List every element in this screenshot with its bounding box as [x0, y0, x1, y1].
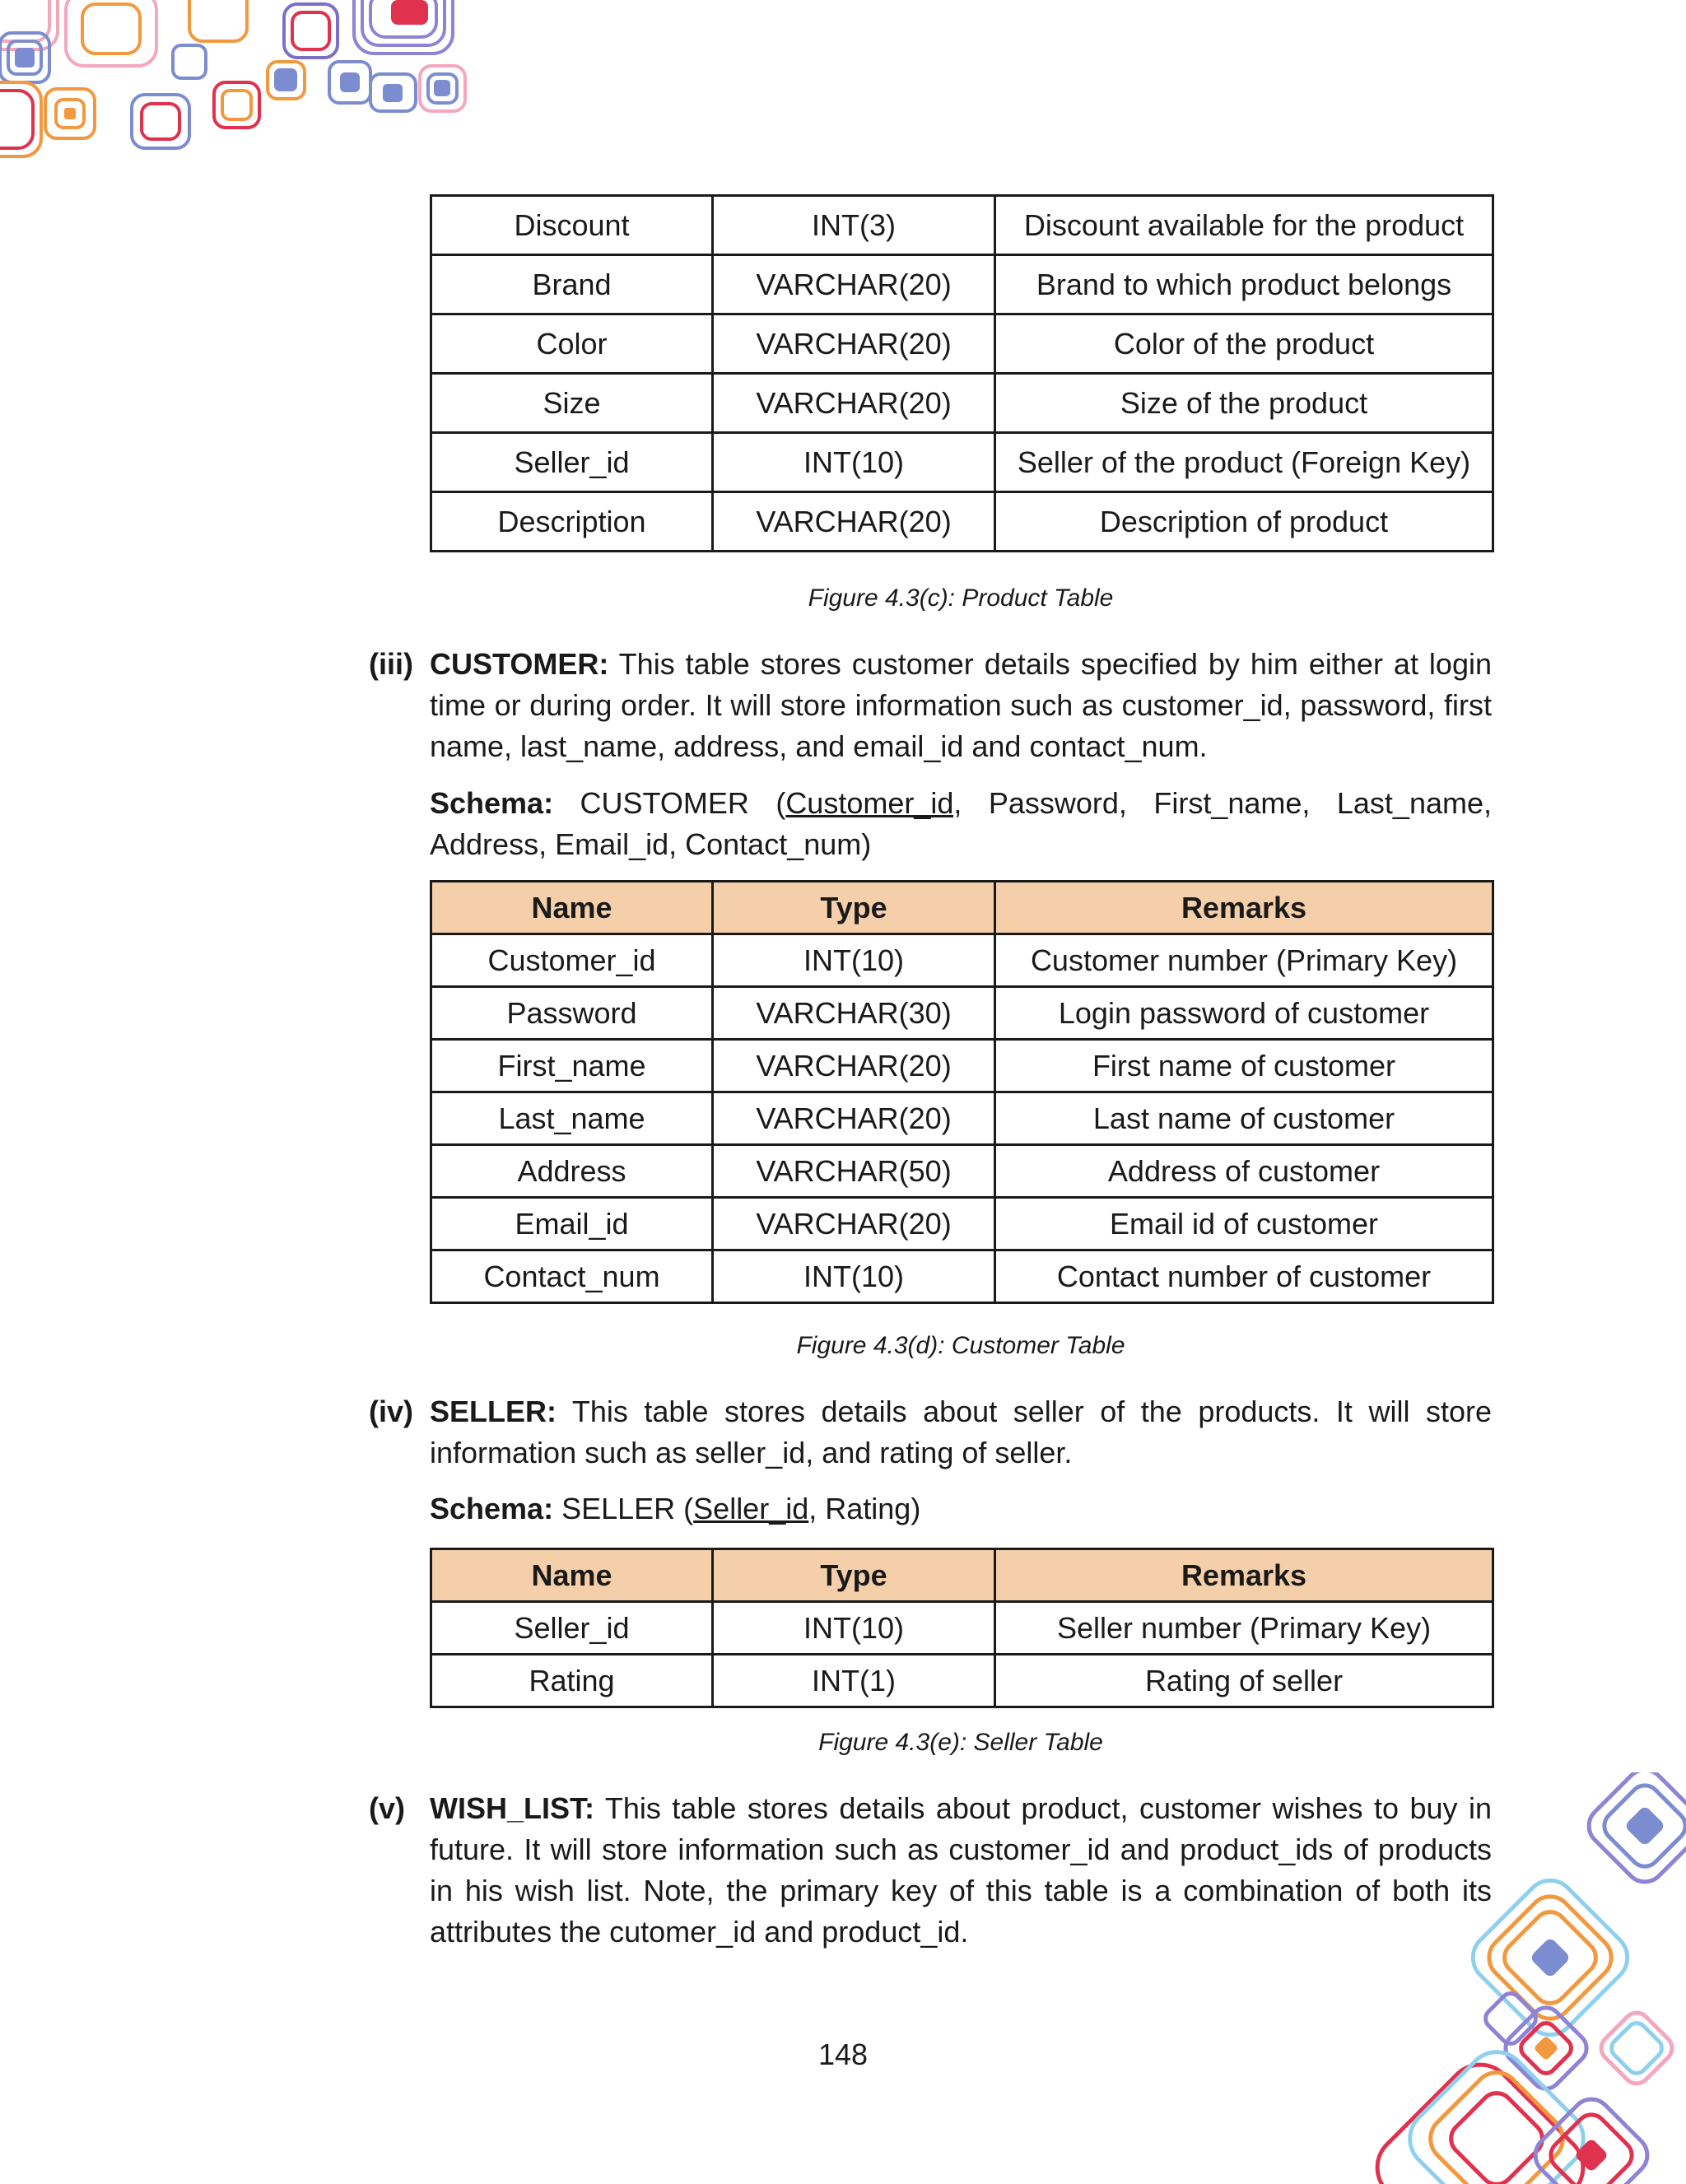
- decorative-squares-top-left: [0, 0, 494, 173]
- wishlist-section: [362, 1788, 1492, 1953]
- customer-table: [430, 880, 1494, 1304]
- table-row: [431, 374, 1493, 433]
- schema-prefix: CUSTOMER (: [553, 786, 786, 820]
- table-cell: Rating of seller: [995, 1655, 1493, 1707]
- table-cell: Rating: [431, 1655, 713, 1707]
- table-row: [431, 1040, 1493, 1092]
- table-row: [431, 433, 1493, 492]
- table-header-row: [431, 1549, 1493, 1602]
- table-cell: INT(10): [713, 934, 995, 987]
- figure-caption-customer: Figure 4.3(d): Customer Table: [796, 1332, 1125, 1359]
- column-header: Type: [713, 1549, 995, 1602]
- table-cell: VARCHAR(20): [713, 374, 995, 433]
- column-header: Remarks: [995, 882, 1493, 934]
- table-cell: Contact number of customer: [995, 1250, 1493, 1303]
- table-cell: Last name of customer: [995, 1092, 1493, 1145]
- section-text: This table stores details about product, customer wishes to buy in future. It will store information such as customer_id and product_ids of products in his wish list. Note, the primary key of this table is a combination of both its attributes the cutomer_id and product_id.: [430, 1791, 1492, 1949]
- schema-label: Schema:: [430, 786, 554, 820]
- table-row: [431, 934, 1493, 987]
- table-row: [431, 314, 1493, 374]
- section-heading: CUSTOMER:: [430, 647, 609, 681]
- section-heading: SELLER:: [430, 1395, 557, 1428]
- section-text: This table stores details about seller of the products. It will store information such as seller_id, and rating of seller.: [430, 1395, 1492, 1469]
- table-cell: Seller_id: [431, 1602, 713, 1655]
- figure-caption-product: Figure 4.3(c): Product Table: [808, 584, 1114, 612]
- table-cell: Color of the product: [995, 314, 1493, 374]
- section-label: (iii): [369, 647, 413, 681]
- column-header: Name: [431, 1549, 713, 1602]
- table-row: [431, 1602, 1493, 1655]
- table-row: [431, 987, 1493, 1040]
- table-cell: Customer_id: [431, 934, 713, 987]
- table-cell: VARCHAR(20): [713, 1040, 995, 1092]
- table-cell: Login password of customer: [995, 987, 1493, 1040]
- table-row: [431, 1655, 1493, 1707]
- seller-schema: [430, 1488, 1492, 1530]
- table-cell: INT(10): [713, 1602, 995, 1655]
- table-cell: First name of customer: [995, 1040, 1493, 1092]
- schema-attributes: , Rating): [808, 1492, 921, 1525]
- table-cell: VARCHAR(20): [713, 314, 995, 374]
- page-number: 148: [817, 2037, 869, 2071]
- table-cell: INT(1): [713, 1655, 995, 1707]
- table-cell: Customer number (Primary Key): [995, 934, 1493, 987]
- table-row: [431, 255, 1493, 314]
- column-header: Remarks: [995, 1549, 1493, 1602]
- table-cell: Discount: [431, 196, 713, 255]
- table-cell: Brand to which product belongs: [995, 255, 1493, 314]
- customer-schema: [430, 783, 1492, 865]
- schema-primary-key: Customer_id,: [785, 786, 962, 820]
- column-header: Type: [713, 882, 995, 934]
- figure-caption-seller: Figure 4.3(e): Seller Table: [818, 1729, 1103, 1756]
- table-cell: Address of customer: [995, 1145, 1493, 1198]
- table-cell: Description of product: [995, 492, 1493, 552]
- table-cell: Address: [431, 1145, 713, 1198]
- table-cell: Email id of customer: [995, 1198, 1493, 1250]
- table-header-row: [431, 882, 1493, 934]
- column-header: Name: [431, 882, 713, 934]
- seller-section: [362, 1391, 1492, 1474]
- schema-attributes: Password, First_name, Last_name, Address, Email_id, Contact_num): [430, 786, 1492, 861]
- table-cell: Contact_num: [431, 1250, 713, 1303]
- table-row: [431, 196, 1493, 255]
- table-cell: First_name: [431, 1040, 713, 1092]
- seller-table: [430, 1548, 1494, 1708]
- table-cell: INT(10): [713, 1250, 995, 1303]
- table-row: [431, 492, 1493, 552]
- table-row: [431, 1250, 1493, 1303]
- table-row: [431, 1198, 1493, 1250]
- table-cell: Size: [431, 374, 713, 433]
- table-row: [431, 1145, 1493, 1198]
- schema-primary-key: Seller_id: [693, 1492, 809, 1525]
- table-cell: Seller_id: [431, 433, 713, 492]
- table-cell: VARCHAR(20): [713, 492, 995, 552]
- table-cell: Brand: [431, 255, 713, 314]
- table-cell: Seller of the product (Foreign Key): [995, 433, 1493, 492]
- table-cell: VARCHAR(50): [713, 1145, 995, 1198]
- section-label: (v): [369, 1791, 405, 1825]
- product-table: [430, 194, 1494, 552]
- table-cell: Size of the product: [995, 374, 1493, 433]
- table-row: [431, 1092, 1493, 1145]
- table-cell: VARCHAR(20): [713, 1198, 995, 1250]
- section-heading: WISH_LIST:: [430, 1791, 595, 1825]
- table-cell: Description: [431, 492, 713, 552]
- table-cell: Password: [431, 987, 713, 1040]
- table-cell: VARCHAR(20): [713, 255, 995, 314]
- table-cell: Color: [431, 314, 713, 374]
- table-cell: VARCHAR(30): [713, 987, 995, 1040]
- section-label: (iv): [369, 1395, 413, 1428]
- table-cell: Discount available for the product: [995, 196, 1493, 255]
- table-cell: INT(3): [713, 196, 995, 255]
- schema-prefix: SELLER (: [553, 1492, 694, 1525]
- schema-label: Schema:: [430, 1492, 554, 1525]
- customer-section: [362, 644, 1492, 767]
- section-text: This table stores customer details specified by him either at login time or during order. It will store information such as customer_id, password, first name, last_name, address, and email_id and contact_num.: [430, 647, 1492, 763]
- table-cell: INT(10): [713, 433, 995, 492]
- table-cell: Seller number (Primary Key): [995, 1602, 1493, 1655]
- table-cell: Last_name: [431, 1092, 713, 1145]
- table-cell: VARCHAR(20): [713, 1092, 995, 1145]
- table-cell: Email_id: [431, 1198, 713, 1250]
